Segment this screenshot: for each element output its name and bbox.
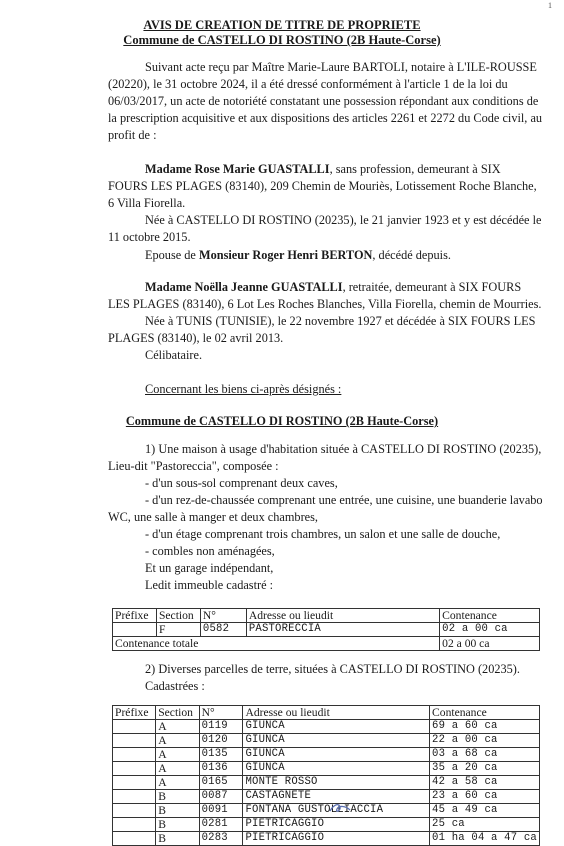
cell-area: 45 a 49 ca [430, 804, 540, 818]
table-row [113, 776, 540, 790]
person2-name: Madame Noëlla Jeanne GUASTALLI [145, 280, 343, 294]
item1-line: - combles non aménagées, [145, 544, 275, 558]
table-row [113, 734, 540, 748]
cell-area: 25 ca [430, 818, 540, 832]
cell-area: 01 ha 04 a 47 ca [430, 832, 540, 846]
cell-number: 0119 [199, 720, 243, 734]
section-title: Commune de CASTELLO DI ROSTINO (2B Haute-Corse) [125, 414, 439, 428]
person1-line1: , sans profession, demeurant à SIX [329, 162, 501, 176]
table-row [113, 748, 540, 762]
cell-address: PIETRICAGGIO [243, 832, 430, 846]
item1-line: Ledit immeuble cadastré : [145, 578, 274, 592]
cell-section: F [156, 623, 200, 637]
header-cell: Contenance [430, 706, 540, 720]
cell-prefix [113, 762, 156, 776]
table-row [113, 762, 540, 776]
item1-line: - d'un sous-sol comprenant deux caves, [145, 476, 338, 490]
intro-line: Suivant acte reçu par Maître Marie-Laure BARTOLI, notaire à L'ILE-ROUSSE [145, 60, 537, 74]
cell-section: B [156, 818, 199, 832]
person1-address: 6 Villa Fiorella. [108, 196, 186, 210]
intro-line: la prescription acquisitive et aux dispositions des articles 2261 et 2272 du Code civil, au [108, 111, 543, 125]
table-row [113, 790, 540, 804]
header-cell: Section [156, 706, 199, 720]
cell-prefix [113, 776, 156, 790]
cell-address: PASTORECCIA [246, 623, 439, 637]
cell-section: A [156, 762, 199, 776]
cell-prefix [113, 734, 156, 748]
person2-status: Célibataire. [145, 348, 203, 362]
person2-death: PLAGES (83140), le 02 avril 2013. [108, 331, 284, 345]
cell-area: 69 a 60 ca [430, 720, 540, 734]
header-cell: N° [199, 706, 243, 720]
person1-name: Madame Rose Marie GUASTALLI [145, 162, 330, 176]
cell-section: A [156, 776, 199, 790]
item1-line: Et un garage indépendant, [145, 561, 274, 575]
cell-address: CASTAGNETE [243, 790, 430, 804]
cell-section: B [156, 790, 199, 804]
cell-number: 0165 [199, 776, 243, 790]
cell-section: A [156, 734, 199, 748]
cell-area: 02 a 00 ca [440, 623, 540, 637]
table-row [113, 832, 540, 846]
cell-address: GIUNCA [243, 734, 430, 748]
person2-line1: , retraitée, demeurant à SIX FOURS [342, 280, 522, 294]
signature-paraph-icon [328, 800, 352, 816]
intro-line: profit de : [108, 128, 157, 142]
cell-area: 22 a 00 ca [430, 734, 540, 748]
person1-death: 11 octobre 2015. [108, 230, 191, 244]
table-row [113, 720, 540, 734]
total-label: Contenance totale [113, 637, 440, 651]
cell-section: A [156, 720, 199, 734]
header-cell: Adresse ou lieudit [246, 609, 439, 623]
cell-prefix [113, 623, 157, 637]
table-total-row [113, 637, 540, 651]
person1-birth: Née à CASTELLO DI ROSTINO (20235), le 21 janvier 1923 et y est décédée le [145, 213, 542, 227]
cell-prefix [113, 720, 156, 734]
document-subtitle: Commune de CASTELLO DI ROSTINO (2B Haute-Corse) [123, 33, 441, 47]
cell-address: MONTE ROSSO [243, 776, 430, 790]
table-row [113, 623, 540, 637]
cell-area: 03 a 68 ca [430, 748, 540, 762]
corner-mark: 1 [548, 1, 552, 10]
cell-address: GIUNCA [243, 720, 430, 734]
document-title: AVIS DE CREATION DE TITRE DE PROPRIETE [143, 18, 421, 32]
item2-line: 2) Diverses parcelles de terre, situées à CASTELLO DI ROSTINO (20235). [145, 662, 520, 676]
cell-section: B [156, 804, 199, 818]
cell-number: 0582 [200, 623, 246, 637]
concerning-label: Concernant les biens ci-après désignés : [145, 382, 342, 396]
item1-line: - d'un étage comprenant trois chambres, un salon et une salle de douche, [145, 527, 501, 541]
cell-area: 42 a 58 ca [430, 776, 540, 790]
cell-number: 0087 [199, 790, 243, 804]
cell-number: 0136 [199, 762, 243, 776]
item1-line: WC, une salle à manger et deux chambres, [108, 510, 318, 524]
total-value: 02 a 00 ca [440, 637, 540, 651]
cell-prefix [113, 804, 156, 818]
cell-number: 0091 [199, 804, 243, 818]
person1-address: FOURS LES PLAGES (83140), 209 Chemin de Mouriès, Lotissement Roche Blanche, [108, 179, 537, 193]
cell-area: 35 a 20 ca [430, 762, 540, 776]
table-row [113, 818, 540, 832]
cell-area: 23 a 60 ca [430, 790, 540, 804]
cell-prefix [113, 818, 156, 832]
cell-address: GIUNCA [243, 748, 430, 762]
cell-section: B [156, 832, 199, 846]
header-cell: Préfixe [113, 609, 157, 623]
spouse-name: Monsieur Roger Henri BERTON [198, 248, 373, 262]
item2-line: Cadastrées : [145, 679, 205, 693]
cell-address: GIUNCA [243, 762, 430, 776]
intro-line: (20220), le 31 octobre 2024, il a été dressé conformément à l'article 1 de la loi du [108, 77, 508, 91]
cell-address: PIETRICAGGIO [243, 818, 430, 832]
header-cell: Contenance [440, 609, 540, 623]
cell-number: 0120 [199, 734, 243, 748]
table-row [113, 804, 540, 818]
cell-address: FONTANA GUSTOLLIACCIA [243, 804, 430, 818]
cell-number: 0135 [199, 748, 243, 762]
cell-prefix [113, 790, 156, 804]
cadastre-table-1 [112, 608, 540, 651]
header-cell: Adresse ou lieudit [243, 706, 430, 720]
person2-address: LES PLAGES (83140), 6 Lot Les Roches Blanches, Villa Fiorella, chemin de Mourries. [108, 297, 542, 311]
cell-prefix [113, 832, 156, 846]
header-cell: Préfixe [113, 706, 156, 720]
cadastre-table-2 [112, 705, 540, 846]
table-header-row [113, 609, 540, 623]
person2-birth: Née à TUNIS (TUNISIE), le 22 novembre 1927 et décédée à SIX FOURS LES [145, 314, 536, 328]
cell-prefix [113, 748, 156, 762]
table-header-row [113, 706, 540, 720]
header-cell: Section [156, 609, 200, 623]
item1-line: - d'un rez-de-chaussée comprenant une entrée, une cuisine, une buanderie lavabo [145, 493, 543, 507]
intro-line: 06/03/2017, un acte de notoriété constatant une possession répondant aux conditions de [108, 94, 539, 108]
cell-section: A [156, 748, 199, 762]
header-cell: N° [200, 609, 246, 623]
item1-line: Lieu-dit "Pastoreccia", composée : [108, 459, 279, 473]
item1-line: 1) Une maison à usage d'habitation située à CASTELLO DI ROSTINO (20235), [145, 442, 542, 456]
cell-number: 0283 [199, 832, 243, 846]
spouse-prefix: Epouse de [145, 248, 199, 262]
spouse-suffix: , décédé depuis. [372, 248, 451, 262]
cell-number: 0281 [199, 818, 243, 832]
